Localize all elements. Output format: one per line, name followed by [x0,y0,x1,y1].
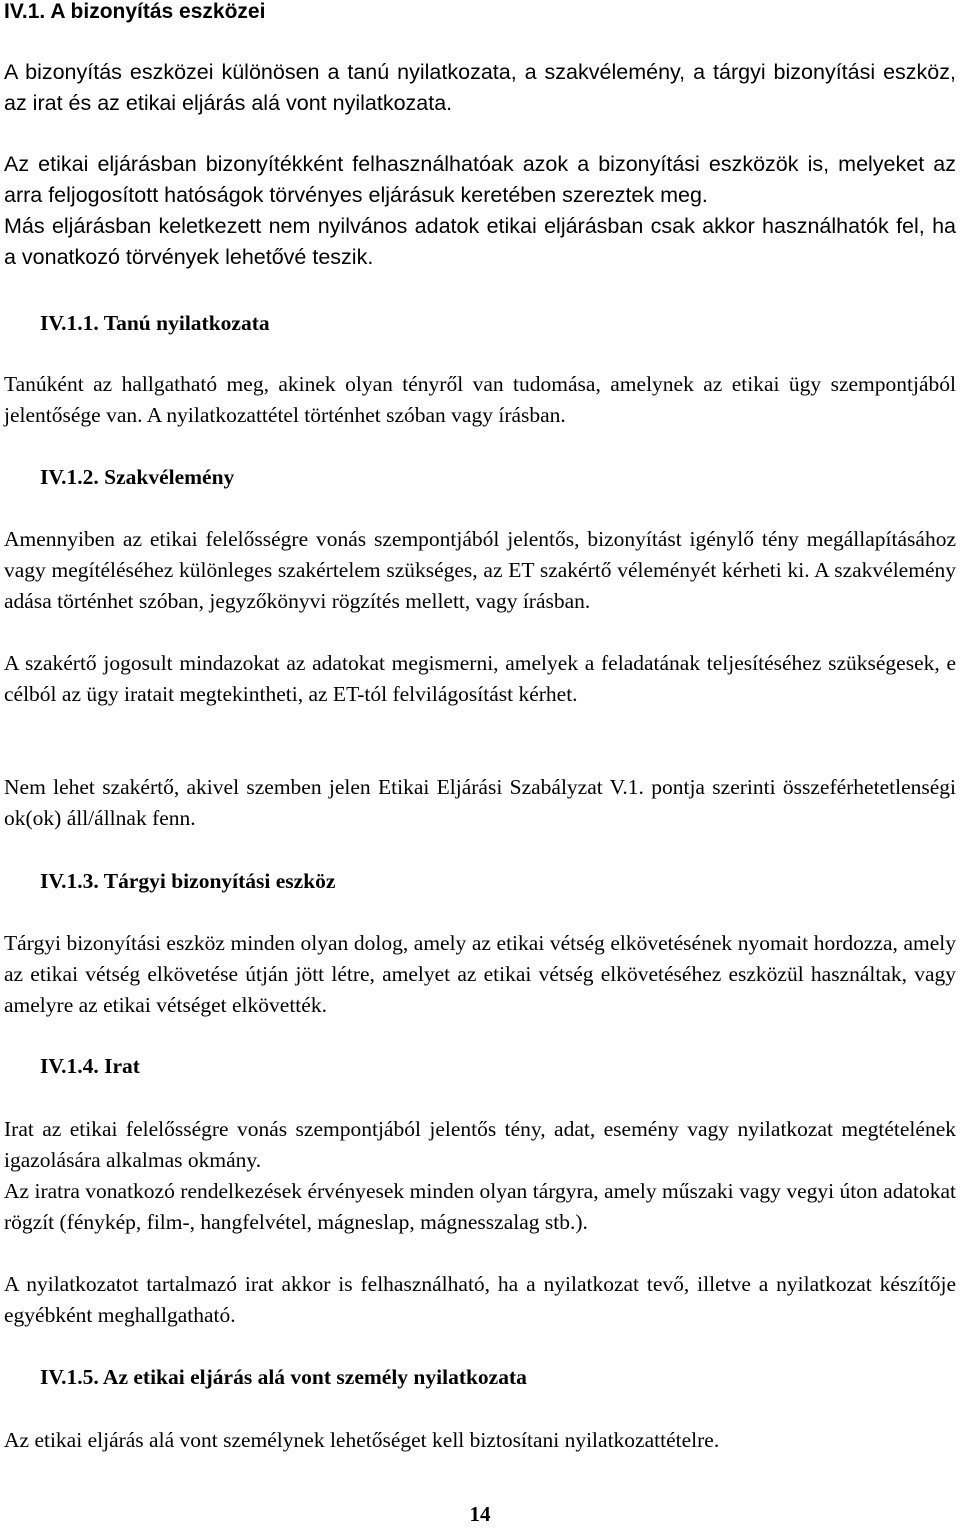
expert-paragraph-3: Nem lehet szakértő, akivel szemben jelen Etikai Eljárási Szabályzat V.1. pontja szerinti összeférhetetlenségi ok(ok) áll/állnak fenn. [4,775,956,830]
intro-paragraph-3: Más eljárásban keletkezett nem nyilvános adatok etikai eljárásban csak akkor használhatók fel, ha a vonatkozó törvények lehetővé teszik. [4,214,956,269]
subsection-title-accused-statement: IV.1.5. Az etikai eljárás alá vont személy nyilatkozata [40,1365,527,1389]
intro-paragraph-2: Az etikai eljárásban bizonyítékként felhasználhatóak azok a bizonyítási eszközök is, melyeket az arra feljogosított hatóságok törvényes eljárásuk keretében szereztek meg. [4,152,956,207]
subsection-title-physical-evidence: IV.1.3. Tárgyi bizonyítási eszköz [40,869,336,893]
witness-paragraph: Tanúként az hallgatható meg, akinek olyan tényről van tudomása, amelynek az etikai ügy szempontjából jelentősége van. A nyilatkozattétel történhet szóban vagy írásban. [4,372,956,427]
subsection-title-document: IV.1.4. Irat [40,1054,140,1078]
document-paragraph-1: Irat az etikai felelősségre vonás szempontjából jelentős tény, adat, esemény vagy nyilatkozat megtételének igazolására alkalmas okmány. [4,1117,956,1172]
page-number: 14 [469,1502,491,1526]
intro-paragraph-1: A bizonyítás eszközei különösen a tanú nyilatkozata, a szakvélemény, a tárgyi bizonyítási eszköz, az irat és az etikai eljárás alá vont nyilatkozata. [4,60,956,115]
document-paragraph-3: A nyilatkozatot tartalmazó irat akkor is felhasználható, ha a nyilatkozat tevő, illetve a nyilatkozat készítője egyébként meghallgatható. [4,1272,956,1327]
physical-evidence-paragraph: Tárgyi bizonyítási eszköz minden olyan dolog, amely az etikai vétség elkövetésének nyomait hordozza, amely az etikai vétség elkövetése útján jött létre, amelyet az etikai vétség elkövetéséhez eszközül használtak, vagy amelyre az etikai vétséget elkövették. [4,931,956,1017]
section-title: IV.1. A bizonyítás eszközei [4,0,266,23]
accused-statement-paragraph: Az etikai eljárás alá vont személynek lehetőséget kell biztosítani nyilatkozattételre. [4,1428,720,1452]
expert-paragraph-1: Amennyiben az etikai felelősségre vonás szempontjából jelentős, bizonyítást igénylő tény megállapításához vagy megítéléséhez különleges szakértelem szükséges, az ET szakértő véleményét kérheti ki. A szakvélemény adása történhet szóban, jegyzőkönyvi rögzítés mellett, vagy írásban. [4,527,956,613]
subsection-title-expert-opinion: IV.1.2. Szakvélemény [40,465,235,489]
document-paragraph-2: Az iratra vonatkozó rendelkezések érvényesek minden olyan tárgyra, amely műszaki vagy vegyi úton adatokat rögzít (fénykép, film-, hangfelvétel, mágneslap, mágnesszalag stb.). [4,1179,956,1234]
subsection-title-witness: IV.1.1. Tanú nyilatkozata [40,311,270,335]
expert-paragraph-2: A szakértő jogosult mindazokat az adatokat megismerni, amelyek a feladatának teljesítéséhez szükségesek, e célból az ügy iratait megtekintheti, az ET-tól felvilágosítást kérhet. [4,651,956,706]
